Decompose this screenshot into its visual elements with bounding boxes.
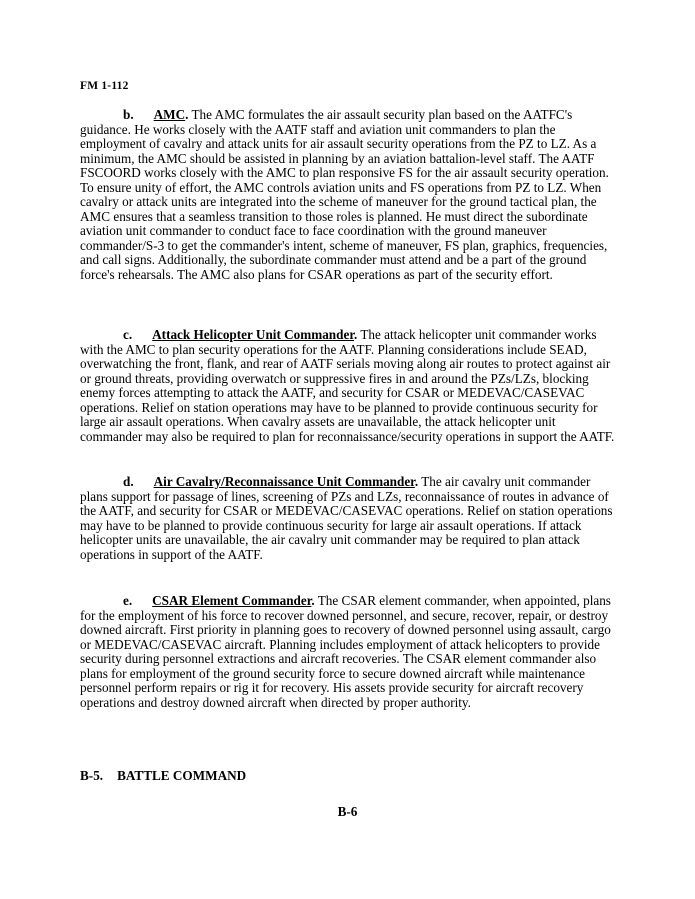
page-number: B-6 (337, 804, 358, 819)
paragraph-title: AMC (153, 107, 186, 122)
manual-id-header: FM 1-112 (80, 80, 129, 92)
paragraph-body: The attack helicopter unit commander works with the AMC to plan security operations for the AATF. Planning considerations include SEAD, overwatching the front, flank, and rear of AATF serials moving along air routes to protect against air or ground threats, providing overwatch or suppressive fires in and around the PZs/LZs, blocking enemy forces attempting to attack the AATF, and security for CSAR or MEDEVAC/CASEVAC operations. Relief on station operations may have to be planned to provide continuous security for large air assault operations. When cavalry assets are unavailable, the attack helicopter unit commander may also be required to plan for reconnaissance/security operations in support the AATF. (80, 327, 615, 444)
paragraph-body: The AMC formulates the air assault security plan based on the AATFC's guidance. He works closely with the AATF staff and aviation unit commanders to plan the employment of cavalry and attack units for air assault security operations from the PZ to LZ. As a minimum, the AMC should be assisted in planning by an aviation battalion-level staff. The AATF FSCOORD works closely with the AMC to plan responsive FS for the air assault security operation. To ensure unity of effort, the AMC controls aviation units and FS operations from PZ to LZ. When cavalry or attack units are integrated into the scheme of maneuver for the ground tactical plan, the AMC ensures that a seamless transition to those roles is planned. He must direct the subordinate aviation unit commander to conduct face to face coordination with the ground maneuver commander/S-3 to get the commander's intent, scheme of maneuver, FS plan, graphics, frequencies, and call signs. Additionally, the subordinate commander must attend and be a part of the ground force's rehearsals. The AMC also plans for CSAR operations as part of the security effort. (80, 107, 609, 282)
paragraph-title-suffix: . (311, 593, 315, 608)
section-heading (80, 768, 246, 784)
paragraph-csar-element-commander (80, 594, 620, 710)
paragraph-letter: c. (123, 327, 133, 342)
paragraph-title: Attack Helicopter Unit Commander (152, 327, 354, 342)
paragraph-letter: e. (123, 593, 133, 608)
paragraph-air-cavalry-reconnaissance-unit-commander (80, 475, 620, 562)
paragraph-title-suffix: . (353, 327, 358, 342)
paragraph-amc (80, 108, 620, 282)
paragraph-title: CSAR Element Commander (152, 593, 312, 608)
paragraph-body: The CSAR element commander, when appointed, plans for the employment of his force to recover downed personnel, and secure, recover, repair, or destroy downed aircraft. First priority in planning goes to recovery of downed personnel using assault, cargo or MEDEVAC/CASEVAC aircraft. Planning includes employment of attack helicopters to provide security during personnel extractions and aircraft recoveries. The CSAR element commander also plans for employment of the ground security force to secure downed aircraft while maintenance personnel perform repairs or rig it for recovery. His assets provide security for aircraft recovery operations and destroy downed aircraft when directed by proper authority. (80, 593, 611, 710)
paragraph-title-suffix: . (414, 474, 419, 489)
paragraph-letter: d. (123, 474, 134, 489)
paragraph-title: Air Cavalry/Reconnaissance Unit Commander (153, 474, 415, 489)
paragraph-body: The air cavalry unit commander plans support for passage of lines, screening of PZs and LZs, reconnaissance of routes in advance of the AATF, and security for CSAR or MEDEVAC/CASEVAC operations. Relief on station operations may have to be planned to provide continuous security for large air assault operations. If attack helicopter units are unavailable, the air cavalry unit commander may be required to plan attack operations in support of the AATF. (80, 474, 613, 562)
section-title: BATTLE COMMAND (117, 768, 247, 783)
paragraph-title-suffix: . (185, 107, 189, 122)
paragraph-letter: b. (123, 107, 134, 122)
section-number: B-5. (80, 768, 104, 783)
paragraph-attack-helicopter-unit-commander (80, 328, 620, 444)
